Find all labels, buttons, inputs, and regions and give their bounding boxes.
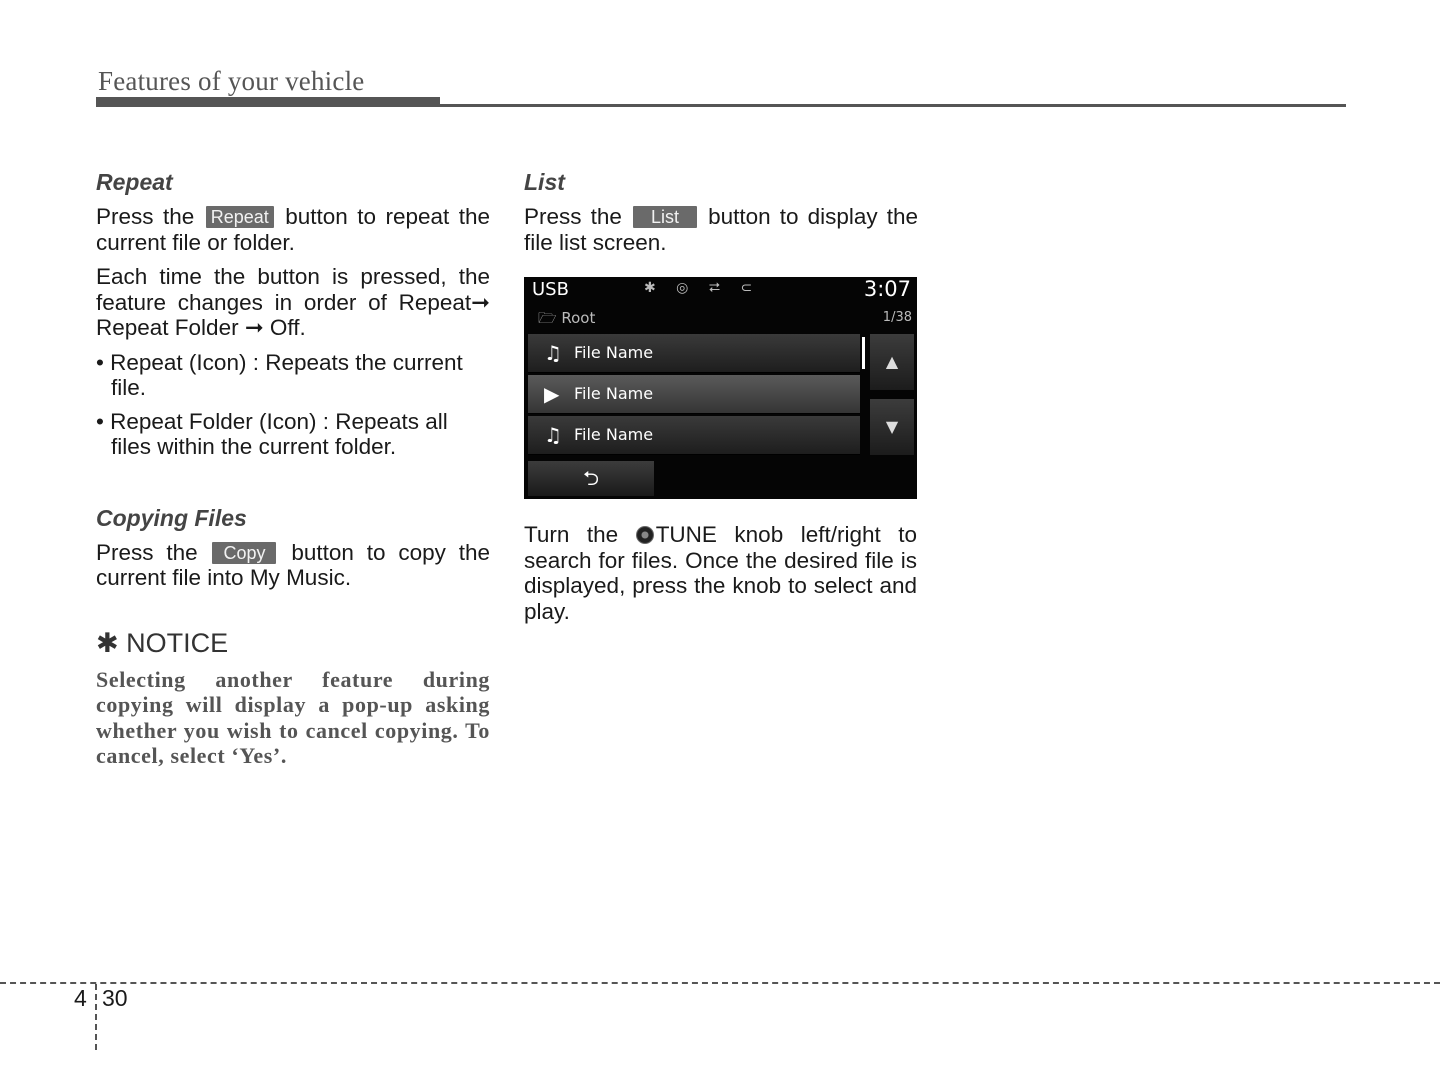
tune-text-before: Turn the bbox=[524, 522, 636, 547]
usb-file-list-screen bbox=[524, 277, 917, 499]
copying-text bbox=[96, 540, 490, 591]
arrow-up-icon: ▲ bbox=[885, 352, 899, 371]
scroll-up-button[interactable] bbox=[870, 334, 914, 390]
file-count: 1/38 bbox=[882, 310, 912, 325]
scroll-indicator bbox=[862, 337, 865, 369]
source-label: USB bbox=[532, 279, 569, 300]
repeat-intro bbox=[96, 204, 490, 255]
chapter-number: 4 bbox=[74, 985, 87, 1011]
arrow-down-icon: ▼ bbox=[885, 417, 899, 436]
header-rule-thin bbox=[440, 104, 1346, 107]
footer-vertical-divider bbox=[95, 984, 97, 1050]
status-icons: ✱ ◎ ⮂ ⊂ bbox=[644, 280, 761, 296]
copying-text-before: Press the bbox=[96, 539, 211, 565]
back-arrow-icon: ⮌ bbox=[582, 466, 600, 490]
file-name: File Name bbox=[574, 343, 654, 362]
file-list-row-playing[interactable] bbox=[528, 375, 860, 414]
list-title: List bbox=[524, 169, 565, 195]
file-list-row[interactable] bbox=[528, 416, 860, 455]
page-number: 30 bbox=[102, 985, 128, 1011]
copying-text-after: button to copy the current file into My Music. bbox=[96, 539, 490, 590]
file-name: File Name bbox=[574, 425, 654, 444]
knob-icon bbox=[636, 526, 654, 544]
repeat-intro-before: Press the bbox=[96, 204, 204, 229]
notice-box bbox=[96, 628, 490, 769]
file-name: File Name bbox=[574, 384, 654, 403]
repeat-bullet-folder: • Repeat Folder (Icon) : Repeats all files within the current folder. bbox=[96, 408, 448, 459]
screen-status-bar bbox=[524, 277, 917, 303]
list-text bbox=[524, 204, 918, 255]
copying-title: Copying Files bbox=[96, 504, 247, 531]
scroll-down-button[interactable] bbox=[870, 399, 914, 455]
repeat-button-image: Repeat bbox=[206, 206, 274, 228]
clock: 3:07 bbox=[863, 277, 911, 301]
repeat-intro-after: button to repeat the current file or folder. bbox=[96, 204, 491, 255]
tune-knob-text bbox=[524, 522, 917, 624]
repeat-section bbox=[96, 168, 490, 460]
play-circle-icon: ▶ bbox=[544, 382, 560, 406]
repeat-title: Repeat bbox=[96, 169, 173, 195]
repeat-order-text: Each time the button is pressed, the feature changes in order of Repeat➞ Repeat Folder ➞ Off. bbox=[96, 264, 490, 340]
music-note-icon: ♫ bbox=[544, 423, 562, 447]
left-column bbox=[96, 168, 490, 769]
notice-text: Selecting another feature during copying will display a pop-up asking whether you wish to cancel copying. To cancel, select ‘Yes’. bbox=[96, 666, 490, 768]
list-text-before: Press the bbox=[524, 204, 631, 229]
header-title: Features of your vehicle bbox=[98, 66, 365, 96]
copy-button-image: Copy bbox=[212, 542, 276, 564]
back-button[interactable] bbox=[528, 461, 654, 496]
repeat-bullet-file: • Repeat (Icon) : Repeats the current file. bbox=[96, 349, 463, 400]
footer-divider bbox=[0, 982, 1440, 984]
header-rule-thick bbox=[96, 97, 440, 107]
list-button-image: List bbox=[633, 206, 697, 228]
file-list-row[interactable] bbox=[528, 334, 860, 373]
notice-title: ✱ NOTICE bbox=[96, 627, 229, 658]
copying-section bbox=[96, 504, 490, 591]
right-column bbox=[524, 168, 918, 264]
folder-path: 🗁 Root bbox=[538, 309, 596, 327]
music-note-icon: ♫ bbox=[544, 341, 562, 365]
tune-knob-label: TUNE bbox=[655, 522, 717, 547]
list-text-after: button to display the file list screen. bbox=[524, 204, 918, 255]
tune-text-after: knob left/right to search for files. Once the desired file is displayed, press the knob to select and play. bbox=[524, 522, 917, 624]
